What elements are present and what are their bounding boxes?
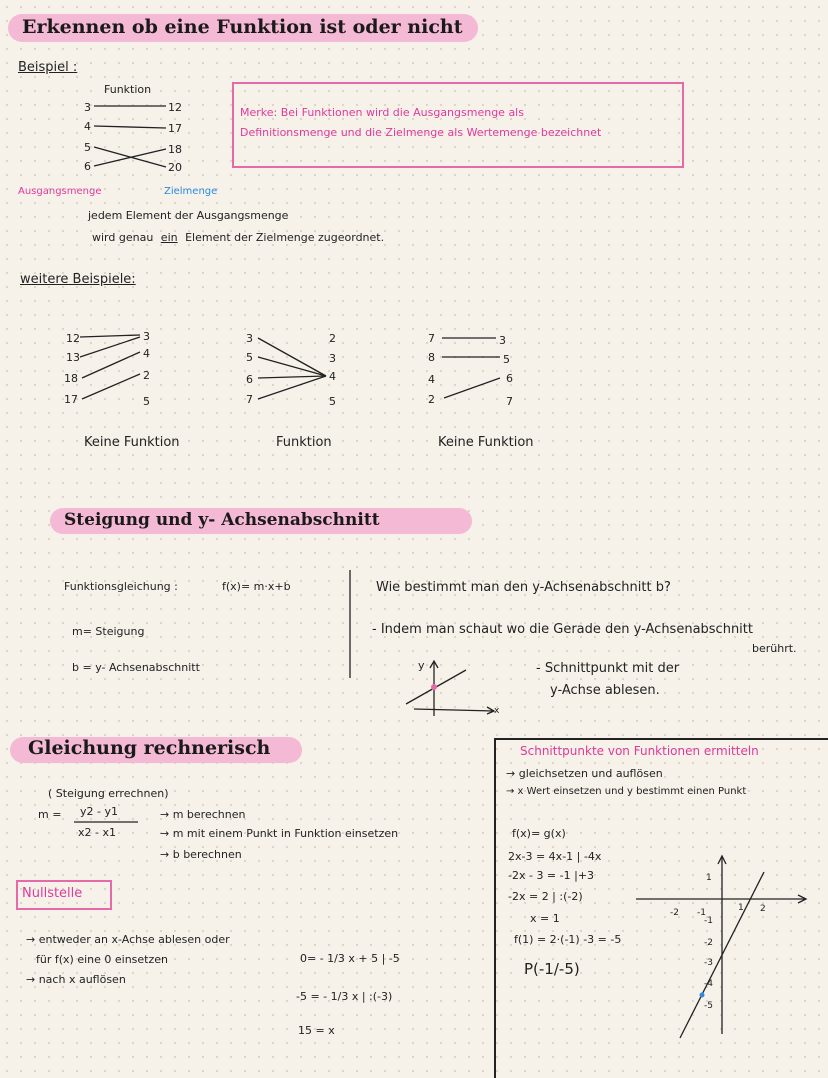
section2-title: Steigung und y- Achsenabschnitt <box>64 510 380 530</box>
ex1-right-3: 2 <box>143 369 150 382</box>
fraction-denominator: x2 - x1 <box>78 826 116 839</box>
m-definition: m= Steigung <box>72 625 145 638</box>
graph-intercept-point <box>431 684 437 690</box>
fraction-numerator: y2 - y1 <box>80 805 118 818</box>
map-line-4-17 <box>94 126 166 128</box>
ex2-left-2: 5 <box>246 351 253 364</box>
ex1-left-3: 18 <box>64 372 78 385</box>
graph2-tick-x-2: -1 <box>697 908 706 918</box>
ex1-right-4: 5 <box>143 395 150 408</box>
ex2-label: Funktion <box>276 435 332 450</box>
schnitt-calc-4: -2x = 2 | :(-2) <box>508 890 583 903</box>
ex3-right-4: 7 <box>506 395 513 408</box>
nullstelle-calc-1: 0= - 1/3 x + 5 | -5 <box>300 952 400 965</box>
ex1-label: Keine Funktion <box>84 435 180 450</box>
achsenabschnitt-question: Wie bestimmt man den y-Achsenabschnitt b? <box>376 580 671 595</box>
ex1-left-4: 17 <box>64 393 78 406</box>
rule-line-1: jedem Element der Ausgangsmenge <box>88 209 289 222</box>
ex3-right-1: 3 <box>499 334 506 347</box>
ex3-left-3: 4 <box>428 373 435 386</box>
ex2-line-b <box>258 357 326 376</box>
mapping-right-1: 12 <box>168 101 182 114</box>
ex1-line-d <box>82 374 140 399</box>
ex2-line-d <box>258 376 326 399</box>
ex1-line-c <box>82 352 140 378</box>
graph2-tick-y-4: -3 <box>704 958 713 968</box>
nullstelle-line-1: → entweder an x-Achse ablesen oder <box>26 933 230 946</box>
schnittpunkt-line-2: y-Achse ablesen. <box>550 683 660 698</box>
schnittpunkt-line-1: - Schnittpunkt mit der <box>536 661 680 676</box>
rule-line-2-b: Element der Zielmenge zugeordnet. <box>185 231 385 244</box>
mapping-left-3: 5 <box>84 141 91 154</box>
ex1-line-b <box>80 337 140 357</box>
section4-line-1: → gleichsetzen und auflösen <box>506 767 663 780</box>
ex3-left-4: 2 <box>428 393 435 406</box>
funktionsgleichung: f(x)= m·x+b <box>222 580 291 593</box>
mapping-left-2: 4 <box>84 120 91 133</box>
ex3-line-c <box>444 378 500 398</box>
ex2-right-1: 2 <box>329 332 336 345</box>
ex2-line-c <box>258 376 326 378</box>
ex2-left-3: 6 <box>246 373 253 386</box>
graph2-tick-x-4: 2 <box>760 904 766 914</box>
m-equals: m = <box>38 808 62 821</box>
ex3-right-3: 6 <box>506 372 513 385</box>
ex1-left-2: 13 <box>66 351 80 364</box>
mapping-right-3: 18 <box>168 143 182 156</box>
beispiel-label: Beispiel : <box>18 60 78 75</box>
b-definition: b = y- Achsenabschnitt <box>72 661 200 674</box>
funktion-label: Funktion <box>104 83 152 96</box>
graph-x-label: x <box>494 706 500 716</box>
nullstelle-label: Nullstelle <box>22 886 83 901</box>
mapping-right-4: 20 <box>168 161 182 174</box>
step-3: → b berechnen <box>160 848 242 861</box>
rule-line-2-ein: ein <box>160 231 178 244</box>
ausgangsmenge-label: Ausgangsmenge <box>18 186 102 197</box>
graph2-tick-y-6: -5 <box>704 1001 713 1011</box>
ex3-right-2: 5 <box>503 353 510 366</box>
section3-title: Gleichung rechnerisch <box>28 737 271 759</box>
schnitt-calc-5: x = 1 <box>530 912 560 925</box>
section4-title: Schnittpunkte von Funktionen ermitteln <box>520 744 759 758</box>
zielmenge-label: Zielmenge <box>164 186 218 197</box>
achsenabschnitt-answer-2: berührt. <box>752 642 797 655</box>
graph2-intersection-point <box>700 993 705 998</box>
section4-line-2: → x Wert einsetzen und y bestimmt einen Punkt <box>506 786 747 797</box>
ex1-right-1: 3 <box>143 330 150 343</box>
ex2-right-3: 4 <box>329 370 336 383</box>
graph2-tick-y-2: -1 <box>704 916 713 926</box>
mapping-left-4: 6 <box>84 160 91 173</box>
nullstelle-line-3: → nach x auflösen <box>26 973 126 986</box>
graph2-tick-y-1: 1 <box>706 873 712 883</box>
graph2-tick-x-3: 1 <box>738 903 744 913</box>
step-2: → m mit einem Punkt in Funktion einsetzen <box>160 827 399 840</box>
rule-line-2-a: wird genau <box>92 231 154 244</box>
ex3-left-2: 8 <box>428 351 435 364</box>
step-1: → m berechnen <box>160 808 246 821</box>
nullstelle-line-2: für f(x) eine 0 einsetzen <box>36 953 168 966</box>
mapping-left-1: 3 <box>84 101 91 114</box>
ex2-left-1: 3 <box>246 332 253 345</box>
achsenabschnitt-answer-1: - Indem man schaut wo die Gerade den y-Achsenabschnitt <box>372 622 753 637</box>
ex2-right-2: 3 <box>329 352 336 365</box>
ex2-right-4: 5 <box>329 395 336 408</box>
schnitt-calc-6: f(1) = 2·(-1) -3 = -5 <box>514 933 622 946</box>
ex1-right-2: 4 <box>143 347 150 360</box>
mapping-right-2: 17 <box>168 122 182 135</box>
graph2-tick-y-3: -2 <box>704 938 713 948</box>
graph2-tick-y-5: -4 <box>704 979 713 989</box>
steigung-errechnen-label: ( Steigung errechnen) <box>48 787 169 800</box>
nullstelle-calc-2: -5 = - 1/3 x | :(-3) <box>296 990 393 1003</box>
ex2-left-4: 7 <box>246 393 253 406</box>
merke-line-2: Definitionsmenge und die Zielmenge als Wertemenge bezeichnet <box>240 126 602 139</box>
ex3-left-1: 7 <box>428 332 435 345</box>
graph2-tick-x-1: -2 <box>670 908 679 918</box>
ex2-line-a <box>258 338 326 376</box>
schnitt-calc-1: f(x)= g(x) <box>512 827 566 840</box>
schnittpunkt-result: P(-1/-5) <box>524 960 580 978</box>
schnitt-calc-3: -2x - 3 = -1 |+3 <box>508 869 595 882</box>
graph-x-axis <box>414 709 494 711</box>
funktionsgleichung-label: Funktionsgleichung : <box>64 580 178 593</box>
merke-line-1: Merke: Bei Funktionen wird die Ausgangsmenge als <box>240 106 524 119</box>
weitere-beispiele-label: weitere Beispiele: <box>20 272 136 287</box>
section1-title: Erkennen ob eine Funktion ist oder nicht <box>22 16 463 38</box>
ex1-line-a <box>80 335 140 337</box>
schnitt-calc-2: 2x-3 = 4x-1 | -4x <box>508 850 602 863</box>
ex3-label: Keine Funktion <box>438 435 534 450</box>
graph-y-label: y <box>418 659 425 672</box>
nullstelle-calc-3: 15 = x <box>298 1024 335 1037</box>
ex1-left-1: 12 <box>66 332 80 345</box>
